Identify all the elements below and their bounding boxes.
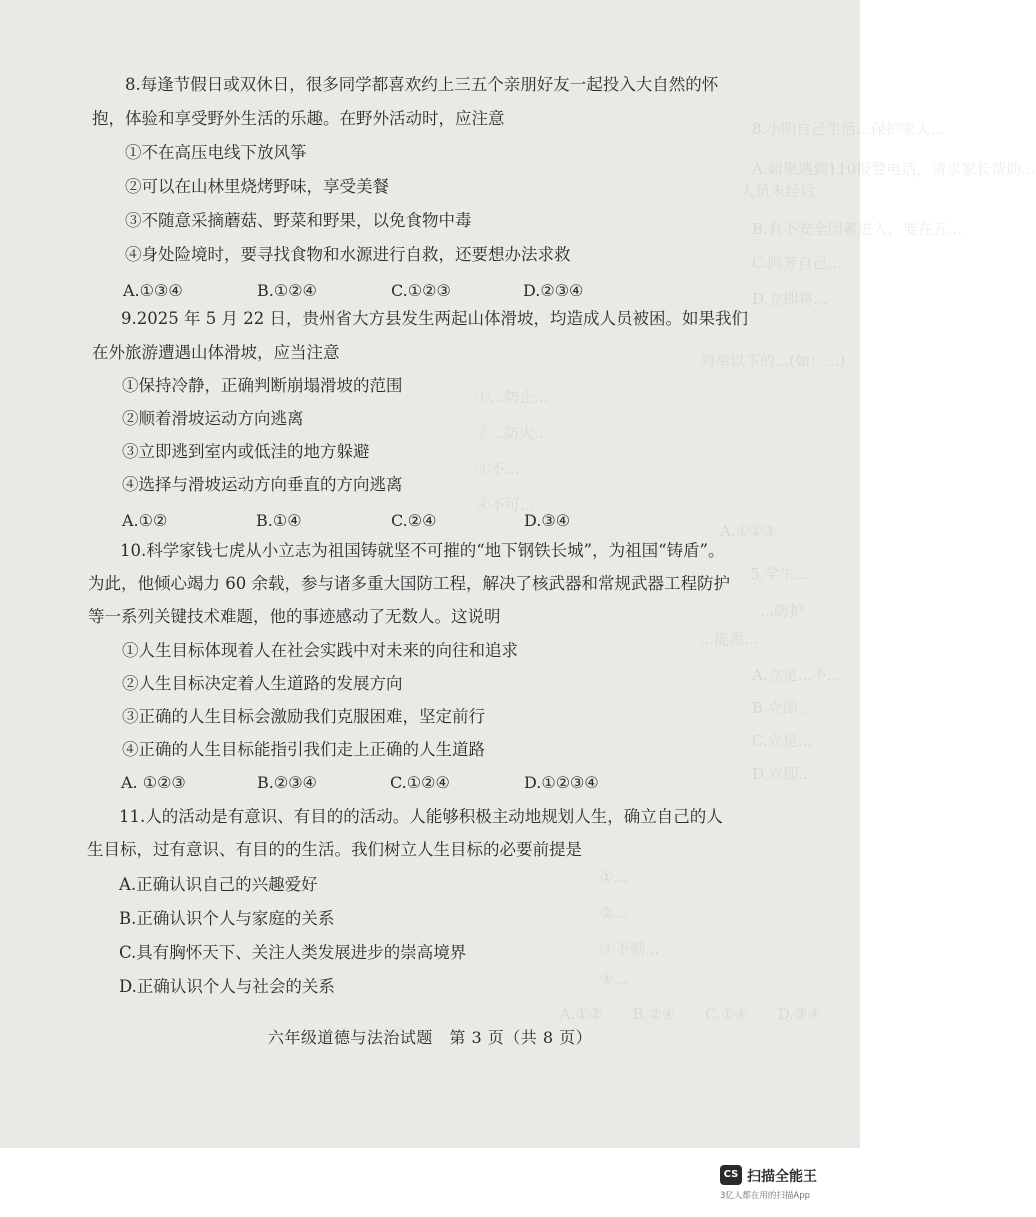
app-name: 扫描全能王 — [747, 1169, 817, 1185]
bleed-through-line: D.立即将... — [752, 290, 828, 308]
bleed-through-line: D.立即... — [752, 765, 813, 783]
question-stem: 8.每逢节假日或双休日，很多同学都喜欢约上三五个亲朋好友一起投入大自然的怀 — [125, 75, 719, 94]
statement-item: ③不随意采摘蘑菇、野菜和野果，以免食物中毒 — [125, 211, 472, 230]
bleed-through-line: 列举以下的...(如：...) — [700, 352, 846, 370]
bleed-through-line: C.立足... — [752, 732, 813, 750]
bleed-through-line: ③不顺... — [600, 940, 660, 958]
statement-item: ④正确的人生目标能指引我们走上正确的人生道路 — [122, 740, 485, 759]
answer-option: B.①④ — [256, 511, 302, 530]
page-footer: 六年级道德与法治试题 第 3 页（共 8 页） — [267, 1028, 593, 1047]
camscanner-logo-icon: CS — [720, 1165, 742, 1185]
bleed-through-line: A.如果遇到110报警电话，请求家长帮助... — [752, 160, 1036, 178]
statement-item: ①保持冷静，正确判断崩塌滑坡的范围 — [122, 376, 403, 395]
answer-option: D.③④ — [524, 511, 571, 530]
answer-option: B.②③④ — [257, 773, 317, 792]
question-stem: 生目标，过有意识、有目的的生活。我们树立人生目标的必要前提是 — [87, 840, 582, 859]
statement-item: ②可以在山林里烧烤野味，享受美餐 — [125, 177, 389, 196]
answer-option: B.正确认识个人与家庭的关系 — [119, 909, 335, 928]
bleed-through-line: ...防护 — [760, 602, 805, 620]
question-stem: 11.人的活动是有意识、有目的的活动。人能够积极主动地规划人生，确立自己的人 — [119, 807, 723, 826]
statement-item: ③立即逃到室内或低洼的地方躲避 — [122, 442, 370, 461]
bleed-through-line: 人员未经后 — [740, 182, 816, 200]
bleed-through-line: ①... — [600, 868, 628, 886]
answer-option: D.①②③④ — [524, 773, 599, 792]
bleed-through-line: C.阿芳自己... — [752, 254, 843, 272]
answer-option: C.②④ — [391, 511, 437, 530]
bleed-through-line: A.①②③ — [720, 522, 776, 540]
bleed-through-line: ②...防火... — [475, 424, 549, 442]
question-stem: 在外旅游遭遇山体滑坡，应当注意 — [92, 343, 340, 362]
answer-option: C.具有胸怀天下、关注人类发展进步的崇高境界 — [119, 943, 467, 962]
bleed-through-line: ③不... — [475, 460, 520, 478]
bleed-through-line: B.有不安全因素进入，要在五... — [752, 220, 963, 238]
answer-option: A.正确认识自己的兴趣爱好 — [119, 875, 318, 894]
statement-item: ④身处险境时，要寻找食物和水源进行自救，还要想办法求救 — [125, 245, 571, 264]
statement-item: ②人生目标决定着人生道路的发展方向 — [122, 674, 403, 693]
statement-item: ④选择与滑坡运动方向垂直的方向逃离 — [122, 475, 403, 494]
bleed-through-line: A.①② B.②④ C.①④ D.③④ — [560, 1005, 821, 1023]
question-stem: 10.科学家钱七虎从小立志为祖国铸就坚不可摧的“地下钢铁长城”，为祖国“铸盾”。 — [120, 541, 725, 560]
bleed-through-line: 8.小明自己生活...保护家人... — [752, 120, 945, 138]
bleed-through-line: ②... — [600, 904, 628, 922]
question-stem: 为此，他倾心竭力 60 余载，参与诸多重大国防工程，解决了核武器和常规武器工程防护 — [88, 574, 730, 593]
bleed-through-line: ④不可... — [475, 496, 535, 514]
app-tagline: 3亿人都在用的扫描App — [720, 1191, 811, 1201]
answer-option: A. ①②③ — [121, 773, 186, 792]
answer-option: D.正确认识个人与社会的关系 — [119, 977, 335, 996]
answer-option: A.①③④ — [123, 281, 183, 300]
statement-item: ③正确的人生目标会激励我们克服困难，坚定前行 — [122, 707, 485, 726]
answer-option: C.①②④ — [390, 773, 450, 792]
bleed-through-line: ④... — [600, 970, 628, 988]
bleed-through-line: B.立即... — [752, 699, 813, 717]
bleed-through-line: ①...防止... — [475, 388, 549, 406]
statement-item: ①不在高压电线下放风筝 — [125, 143, 307, 162]
question-stem: 等一系列关键技术难题，他的事迹感动了无数人。这说明 — [88, 607, 501, 626]
answer-option: B.①②④ — [257, 281, 317, 300]
question-stem: 9.2025 年 5 月 22 日，贵州省大方县发生两起山体滑坡，均造成人员被困。如果我们 — [121, 309, 748, 328]
statement-item: ①人生目标体现着人在社会实践中对未来的向往和追求 — [122, 641, 518, 660]
question-stem: 抱，体验和享受野外生活的乐趣。在野外活动时，应注意 — [92, 109, 505, 128]
answer-option: A.①② — [122, 511, 168, 530]
answer-option: C.①②③ — [391, 281, 451, 300]
bleed-through-line: 5.学生... — [750, 565, 809, 583]
answer-option: D.②③④ — [523, 281, 584, 300]
bleed-through-line: ...能源... — [700, 630, 759, 648]
bleed-through-line: A.立足...不... — [752, 666, 842, 684]
scanner-app-badge — [720, 1165, 840, 1205]
statement-item: ②顺着滑坡运动方向逃离 — [122, 409, 304, 428]
